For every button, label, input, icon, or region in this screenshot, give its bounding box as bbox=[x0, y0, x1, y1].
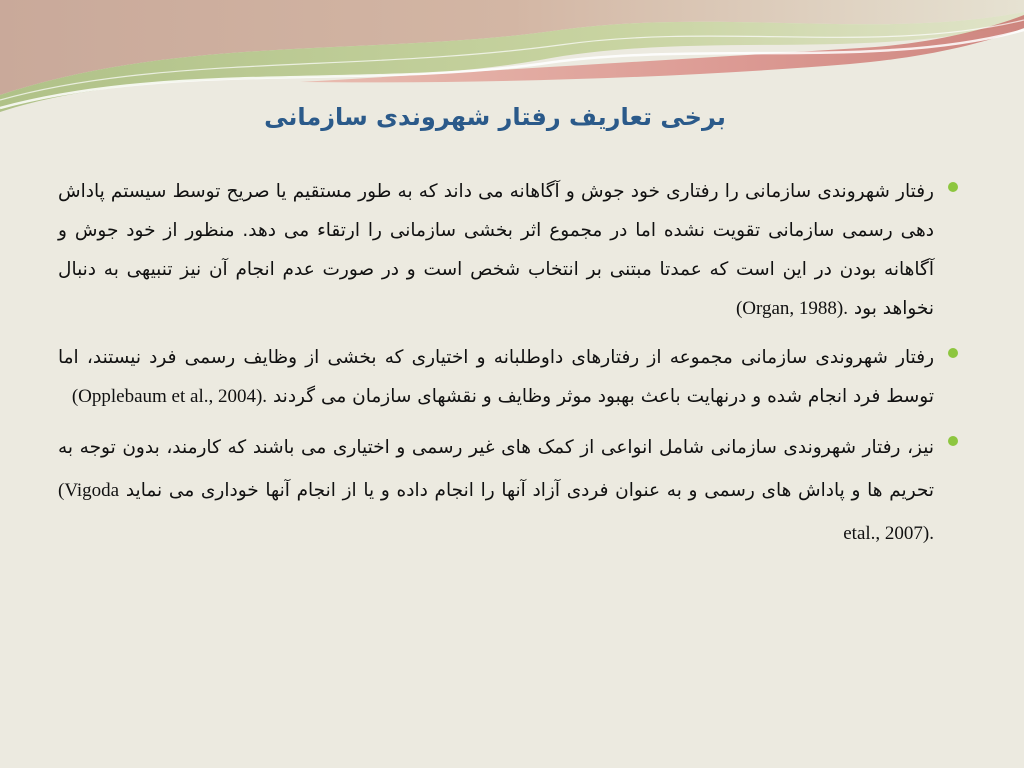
bullet-text: رفتار شهروندی سازمانی مجموعه از رفتارهای داوطلبانه و اختیاری که بخشی از وظایف رسمی فرد نیستند، اما توسط فرد انجام شده و درنهایت باعث بهبود موثر وظایف و نقشهای سازمان می گردند bbox=[58, 347, 934, 407]
bullet-text: نیز، رفتار شهروندی سازمانی شامل انواعی از کمک های غیر رسمی و اختیاری می باشند که کارمند، بدون توجه به تحریم ها و پاداش های رسمی و به عنوان فردی آزاد آنها را انجام داده و یا از انجام آنها خوداری می نماید bbox=[58, 437, 934, 501]
bullet-text: رفتار شهروندی سازمانی را رفتاری خود جوش و آگاهانه می داند که به طور مستقیم یا صریح توسط سیستم پاداش دهی رسمی سازمانی تقویت نشده اما در مجموع اثر بخشی سازمانی را ارتقاء می دهد. منظور از خود جوش و آگاهانه بودن در این است که عمدتا مبتنی بر انتخاب شخص است و در صورت عدم انجام آن نیز تنبیهی به دنبال نخواهد بود bbox=[58, 181, 934, 319]
citation: (Opplebaum et al., 2004). bbox=[71, 386, 268, 407]
bullet-item-1 bbox=[58, 172, 962, 328]
bullet-point-icon bbox=[948, 348, 958, 358]
bullet-paragraph bbox=[58, 426, 934, 555]
bullet-item-2 bbox=[58, 338, 962, 416]
slide-body bbox=[58, 172, 962, 565]
bullet-item-3 bbox=[58, 426, 962, 555]
bullet-paragraph bbox=[58, 172, 934, 328]
slide-title: برخی تعاریف رفتار شهروندی سازمانی bbox=[264, 103, 726, 131]
bullet-point-icon bbox=[948, 436, 958, 446]
citation: (Organ, 1988). bbox=[735, 298, 849, 319]
header-wave-decoration bbox=[0, 0, 1024, 115]
citation: (Vigoda etal., 2007). bbox=[58, 480, 934, 544]
bullet-point-icon bbox=[948, 182, 958, 192]
bullet-paragraph bbox=[58, 338, 934, 416]
